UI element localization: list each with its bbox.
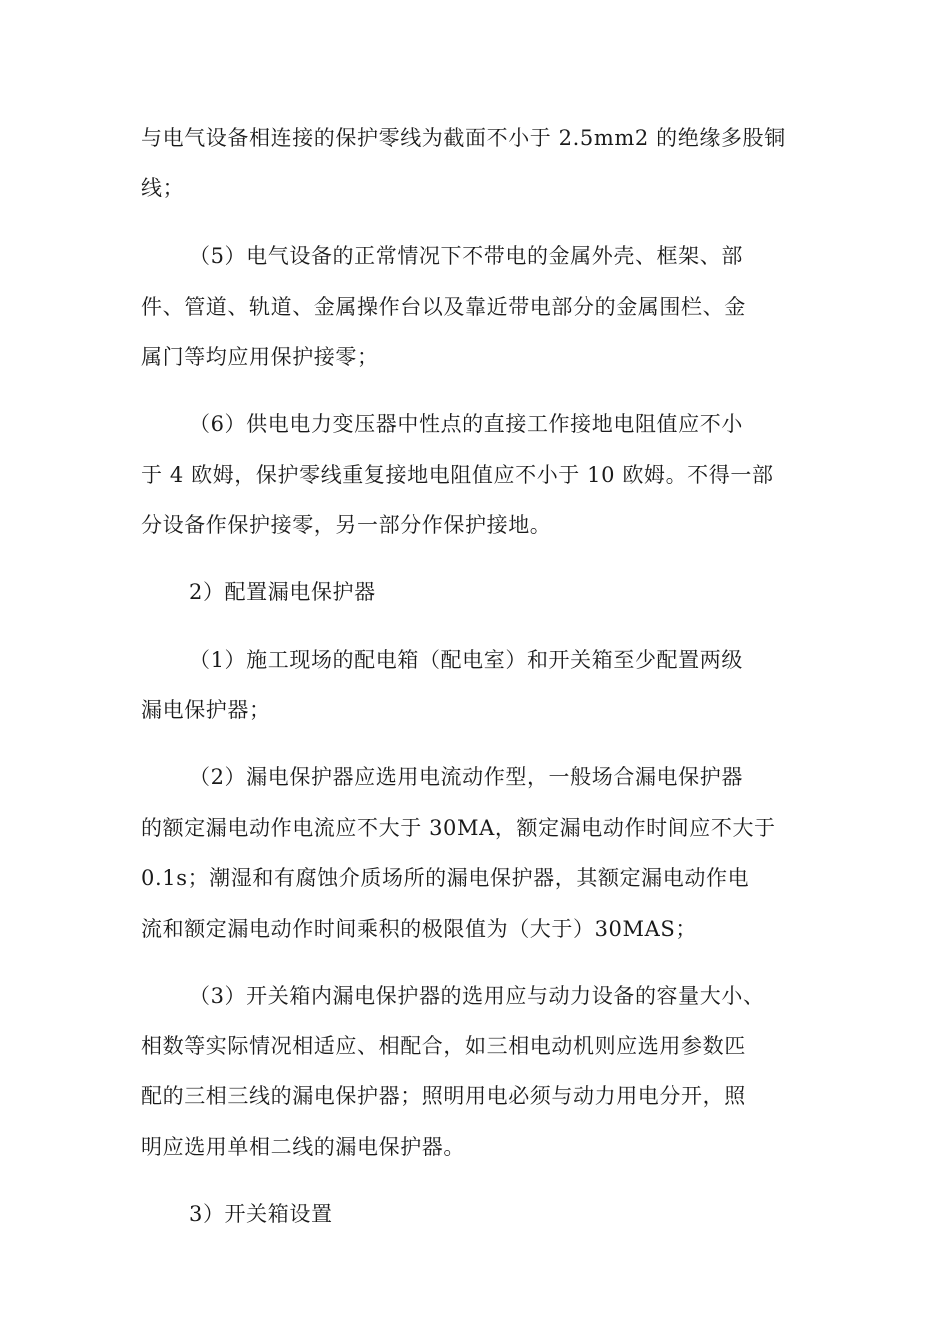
body-text-line: （5）电气设备的正常情况下不带电的金属外壳、框架、部 <box>189 244 743 268</box>
section-heading: 3）开关箱设置 <box>189 1202 333 1226</box>
body-text-line: 属门等均应用保护接零； <box>141 345 379 369</box>
body-text-line: （6）供电电力变压器中性点的直接工作接地电阻值应不小 <box>189 412 743 436</box>
body-text-line: 与电气设备相连接的保护零线为截面不小于 2.5mm2 的绝缘多股铜 <box>141 126 786 150</box>
body-text-line: 配的三相三线的漏电保护器；照明用电必须与动力用电分开，照 <box>141 1084 746 1108</box>
section-heading: 2）配置漏电保护器 <box>189 580 376 604</box>
body-text-line: 明应选用单相二线的漏电保护器。 <box>141 1135 465 1159</box>
body-text-line: （3）开关箱内漏电保护器的选用应与动力设备的容量大小、 <box>189 984 765 1008</box>
body-text-line: 的额定漏电动作电流应不大于 30MA，额定漏电动作时间应不大于 <box>141 816 776 840</box>
body-text-line: 分设备作保护接零，另一部分作保护接地。 <box>141 513 552 537</box>
body-text-line: 流和额定漏电动作时间乘积的极限值为（大于）30MAS； <box>141 917 697 941</box>
body-text-line: 0.1s；潮湿和有腐蚀介质场所的漏电保护器，其额定漏电动作电 <box>141 866 750 890</box>
body-text-line: 漏电保护器； <box>141 698 271 722</box>
body-text-line: （2）漏电保护器应选用电流动作型，一般场合漏电保护器 <box>189 765 743 789</box>
body-text-line: 相数等实际情况相适应、相配合，如三相电动机则应选用参数匹 <box>141 1034 746 1058</box>
body-text-line: 于 4 欧姆，保护零线重复接地电阻值应不小于 10 欧姆。不得一部 <box>141 463 774 487</box>
body-text-line: 件、管道、轨道、金属操作台以及靠近带电部分的金属围栏、金 <box>141 295 746 319</box>
body-text-line: 线； <box>141 176 185 200</box>
body-text-line: （1）施工现场的配电箱（配电室）和开关箱至少配置两级 <box>189 648 743 672</box>
